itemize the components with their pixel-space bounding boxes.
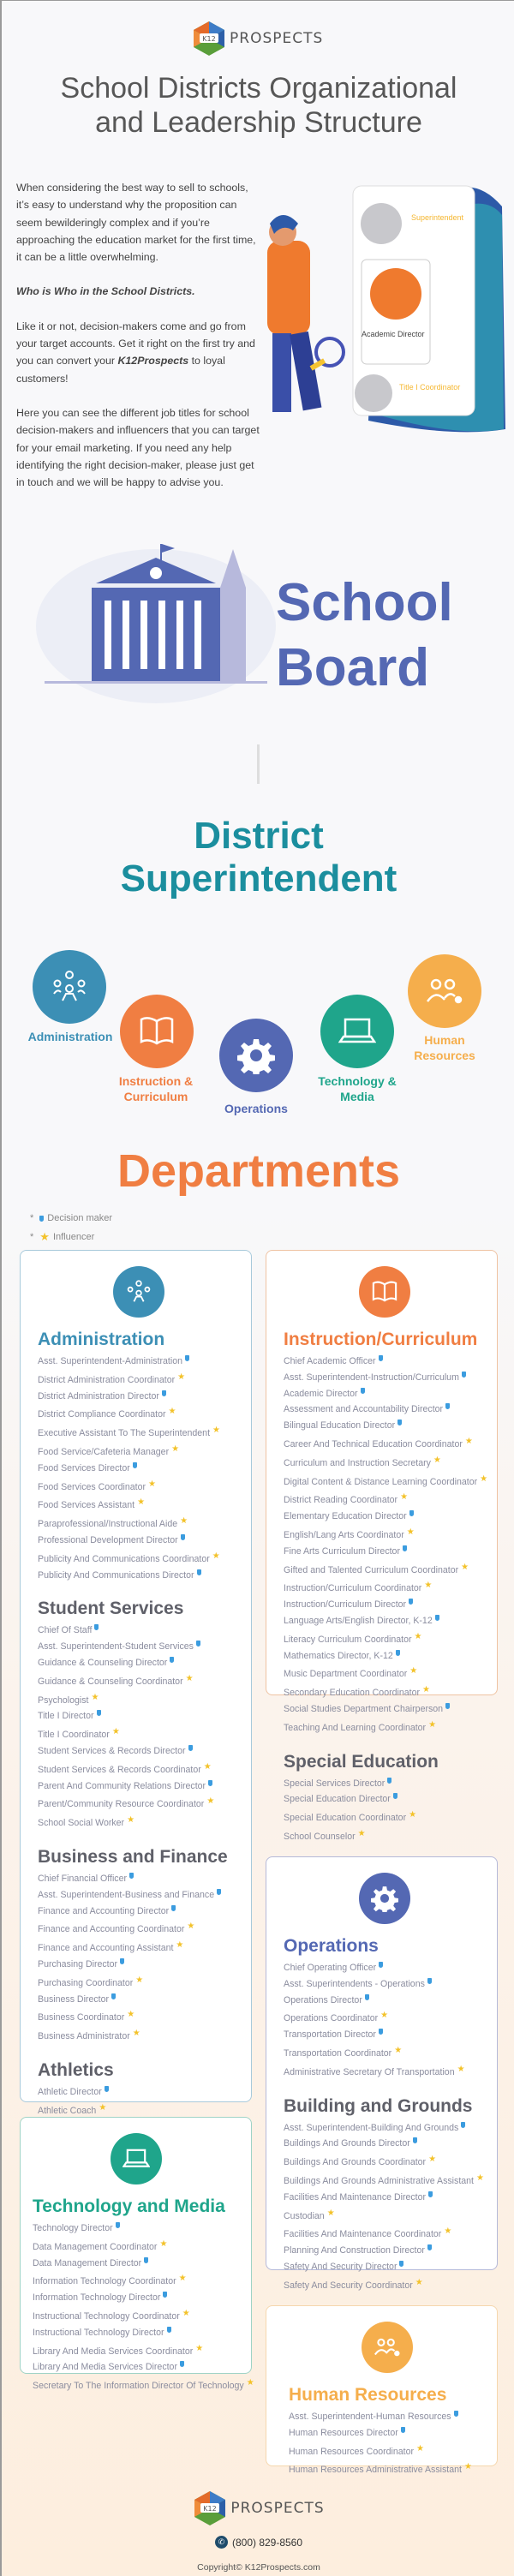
- school-building-icon: [27, 532, 284, 703]
- star-icon: ★: [195, 2343, 204, 2353]
- job-title-item: Safety And Security Coordinator ★: [284, 2275, 485, 2294]
- job-title-item: Asst. Superintendent-Human Resources: [289, 2409, 485, 2425]
- star-icon: ★: [480, 1473, 488, 1484]
- job-title-item: Bilingual Education Director: [284, 1418, 485, 1434]
- people-gear-icon: [362, 2322, 413, 2373]
- job-title-item: District Administration Coordinator ★: [38, 1370, 239, 1389]
- decision-maker-icon: [197, 1569, 201, 1575]
- job-title-item: Executive Assistant To The Superintendent ★: [38, 1423, 239, 1442]
- star-icon: ★: [457, 2064, 465, 2074]
- page-title: School Districts Organizational and Leadership Structure: [60, 72, 457, 139]
- job-title-item: Finance and Accounting Coordinator ★: [38, 1919, 239, 1938]
- job-title-item: Technology Director: [33, 2220, 239, 2237]
- job-title-item: Student Services & Records Coordinator ★: [38, 1760, 239, 1778]
- job-title-item: Chief Operating Officer: [284, 1960, 485, 1976]
- footer: [2, 2489, 514, 2573]
- star-icon: ★: [424, 1581, 433, 1591]
- star-icon: ★: [91, 1692, 99, 1702]
- phone-link[interactable]: ✆ (800) 829-8560: [215, 2536, 302, 2549]
- job-title-item: Instructional Technology Coordinator ★: [33, 2306, 239, 2325]
- job-title-list: [284, 1960, 485, 2081]
- star-icon: ★: [178, 2274, 187, 2284]
- job-title-item: Library And Media Services Coordinator ★: [33, 2341, 239, 2360]
- job-title-item: Instructional Technology Director: [33, 2325, 239, 2341]
- job-title-item: Music Department Coordinator ★: [284, 1664, 485, 1682]
- job-title-item: Transportation Coordinator ★: [284, 2043, 485, 2062]
- job-title-item: Literacy Curriculum Coordinator ★: [284, 1629, 485, 1648]
- job-title-item: District Administration Director: [38, 1389, 239, 1405]
- gear-icon: [359, 1873, 410, 1924]
- legend-influencer: * ★ Influencer: [30, 1228, 112, 1246]
- decision-maker-icon: [428, 2191, 433, 2197]
- star-icon: ★: [394, 2045, 403, 2055]
- book-icon: [359, 1266, 410, 1318]
- job-title-list: [38, 1623, 239, 1832]
- job-title-item: Special Services Director: [284, 1776, 485, 1792]
- job-title-item: Food Services Director: [38, 1461, 239, 1477]
- card-instruction: [266, 1250, 498, 1842]
- decision-maker-icon: [365, 1994, 369, 2000]
- svg-text:Title I Coordinator: Title I Coordinator: [399, 383, 461, 391]
- administration-icon: [33, 950, 106, 1024]
- job-title-item: Information Technology Coordinator ★: [33, 2271, 239, 2290]
- card-title: Human Resources: [289, 2385, 447, 2405]
- job-title-item: School Social Worker ★: [38, 1813, 239, 1832]
- decision-maker-icon: [129, 1873, 134, 1879]
- decision-maker-icon: [401, 2427, 405, 2433]
- star-icon: ★: [400, 1492, 409, 1503]
- star-icon: ★: [428, 1719, 437, 1730]
- star-icon: ★: [433, 1455, 441, 1465]
- svg-text:K12: K12: [202, 35, 216, 43]
- job-title-item: Academic Director: [284, 1386, 485, 1402]
- job-title-item: Publicity And Communications Coordinator ★: [38, 1549, 239, 1568]
- star-icon: ★: [99, 2102, 107, 2113]
- job-title-item: District Compliance Coordinator ★: [38, 1404, 239, 1423]
- job-title-item: Human Resources Coordinator ★: [289, 2442, 485, 2460]
- phone-icon: ✆: [215, 2536, 228, 2549]
- decision-maker-icon: [105, 2086, 109, 2092]
- job-title-item: Career And Technical Education Coordinator ★: [284, 1434, 485, 1453]
- decision-maker-icon: [379, 1962, 383, 1968]
- job-title-item: Student Services & Records Director: [38, 1743, 239, 1760]
- job-title-item: Title I Director: [38, 1708, 239, 1724]
- job-title-item: Gifted and Talented Curriculum Coordinator ★: [284, 1560, 485, 1579]
- job-title-item: Human Resources Director: [289, 2425, 485, 2442]
- card-title: Instruction/Curriculum: [284, 1330, 478, 1349]
- job-title-item: Operations Director: [284, 1993, 485, 2009]
- job-title-item: Chief Financial Officer: [38, 1871, 239, 1887]
- decision-maker-icon: [196, 1641, 200, 1647]
- org-label-operations: Operations: [224, 1102, 288, 1115]
- star-icon: ★: [464, 1436, 473, 1446]
- star-icon: ★: [127, 1815, 135, 1826]
- decision-maker-icon: [188, 1745, 193, 1751]
- k12-hexagon-icon: [193, 2489, 227, 2527]
- star-icon: ★: [357, 1828, 366, 1838]
- job-title-item: Food Services Assistant ★: [38, 1495, 239, 1514]
- decision-maker-icon: [445, 1403, 450, 1409]
- job-title-item: Buildings And Grounds Director: [284, 2136, 485, 2152]
- star-icon: ★: [476, 2173, 484, 2183]
- job-title-list: [284, 1354, 488, 1736]
- decision-maker-icon: [393, 1793, 397, 1799]
- job-title-item: Social Studies Department Chairperson: [284, 1701, 485, 1718]
- star-icon: ★: [414, 1631, 422, 1641]
- district-superintendent-heading: District Superintendent: [120, 815, 397, 900]
- job-title-item: Fine Arts Curriculum Director: [284, 1544, 485, 1560]
- decision-maker-icon: [144, 2257, 148, 2263]
- star-icon: ★: [39, 1230, 50, 1243]
- job-title-item: Asst. Superintendent-Building And Grounds: [284, 2120, 485, 2137]
- section-title: Building and Grounds: [284, 2095, 473, 2116]
- job-title-list: [38, 2084, 239, 2119]
- svg-text:Superintendent: Superintendent: [411, 213, 464, 222]
- job-title-item: Administrative Secretary Of Transportation ★: [284, 2062, 485, 2081]
- job-title-item: Custodian ★: [284, 2206, 485, 2225]
- job-title-item: Assessment and Accountability Director: [284, 1402, 485, 1418]
- decision-maker-icon: [181, 1534, 185, 1540]
- job-title-item: Language Arts/English Director, K-12: [284, 1613, 485, 1629]
- job-title-item: Paraprofessional/Instructional Aide ★: [38, 1514, 239, 1533]
- job-title-item: Asst. Superintendents - Operations: [284, 1976, 485, 1993]
- section-title: Business and Finance: [38, 1846, 228, 1867]
- job-title-item: Finance and Accounting Director: [38, 1904, 239, 1920]
- administration-icon: [113, 1266, 164, 1318]
- job-title-item: Special Education Coordinator ★: [284, 1808, 485, 1826]
- star-icon: ★: [246, 2378, 254, 2388]
- section-title: Special Education: [284, 1751, 439, 1772]
- decision-maker-icon: [39, 1216, 44, 1222]
- job-title-list: [38, 1354, 239, 1583]
- job-title-item: Transportation Director: [284, 2027, 485, 2043]
- job-title-list: [289, 2409, 485, 2478]
- job-title-item: English/Lang Arts Coordinator ★: [284, 1525, 485, 1544]
- decision-maker-icon: [427, 1978, 432, 1984]
- svg-text:K12: K12: [203, 2505, 218, 2513]
- job-title-item: Business Administrator ★: [38, 2026, 239, 2045]
- decision-maker-icon: [116, 2222, 120, 2228]
- star-icon: ★: [177, 1372, 186, 1382]
- brand-logo: [192, 20, 323, 57]
- decision-maker-icon: [454, 2411, 458, 2417]
- job-title-item: Asst. Superintendent-Business and Finance: [38, 1887, 239, 1904]
- brand-name: PROSPECTS: [230, 30, 324, 47]
- job-title-item: Chief Of Staff: [38, 1623, 239, 1639]
- job-title-item: Athletic Coach ★: [38, 2101, 239, 2119]
- star-icon: ★: [182, 2308, 190, 2318]
- job-title-item: Chief Academic Officer: [284, 1354, 485, 1370]
- job-title-item: Curriculum and Instruction Secretary ★: [284, 1453, 485, 1472]
- star-icon: ★: [461, 1562, 469, 1572]
- org-label-technology: Technology & Media: [318, 1074, 397, 1103]
- decision-maker-icon: [167, 2327, 171, 2333]
- job-title-item: District Reading Coordinator ★: [284, 1490, 485, 1509]
- job-title-item: Food Services Coordinator ★: [38, 1477, 239, 1496]
- job-title-list: [33, 2220, 254, 2394]
- job-title-item: Publicity And Communications Director: [38, 1568, 239, 1584]
- card-title: Technology and Media: [33, 2196, 225, 2216]
- job-title-item: Title I Coordinator ★: [38, 1724, 239, 1743]
- star-icon: ★: [326, 2208, 335, 2218]
- org-label-instruction: Instruction & Curriculum: [118, 1074, 194, 1103]
- people-gear-icon: [408, 954, 481, 1028]
- job-title-item: Athletic Director: [38, 2084, 239, 2101]
- star-icon: ★: [176, 1940, 184, 1951]
- decision-maker-icon: [133, 1462, 137, 1468]
- decision-maker-icon: [180, 2361, 184, 2367]
- star-icon: ★: [206, 1796, 215, 1807]
- copyright: Copyright© K12Prospects.com: [197, 2562, 320, 2573]
- legend: [30, 1209, 112, 1246]
- job-title-item: Information Technology Director: [33, 2290, 239, 2306]
- job-title-item: School Counselor ★: [284, 1826, 485, 1845]
- intro-subheading: Who is Who in the School Districts.: [16, 285, 195, 298]
- star-icon: ★: [111, 1727, 120, 1737]
- job-title-item: Facilities And Maintenance Director: [284, 2190, 485, 2206]
- star-icon: ★: [409, 1810, 417, 1820]
- job-title-list: [284, 2120, 485, 2294]
- job-title-item: Business Coordinator ★: [38, 2007, 239, 2026]
- decision-maker-icon: [435, 1615, 439, 1621]
- job-title-item: Elementary Education Director: [284, 1509, 485, 1525]
- illustration-man-with-magnifier: [231, 181, 514, 438]
- decision-maker-icon: [111, 1993, 116, 1999]
- legend-decision-maker: * Decision maker: [30, 1213, 113, 1223]
- job-title-item: Professional Development Director: [38, 1533, 239, 1549]
- card-title: Administration: [38, 1330, 165, 1349]
- star-icon: ★: [159, 2238, 168, 2249]
- card-operations: [266, 1856, 498, 2291]
- job-title-item: Guidance & Counseling Coordinator ★: [38, 1671, 239, 1690]
- intro-paragraph-3: Like it or not, decision-makers come and go from your target accounts. Get it right on the first try and you can convert your K12Prospects to loyal customers!: [16, 320, 255, 385]
- star-icon: ★: [168, 1407, 176, 1417]
- book-icon: [120, 995, 194, 1068]
- star-icon: ★: [137, 1497, 146, 1508]
- decision-maker-icon: [461, 2122, 465, 2128]
- gear-icon: [219, 1019, 293, 1092]
- star-icon: ★: [428, 2155, 437, 2165]
- decision-maker-icon: [162, 1390, 166, 1396]
- decision-maker-icon: [171, 1905, 176, 1911]
- job-title-item: Special Education Director: [284, 1791, 485, 1808]
- decision-maker-icon: [185, 1355, 189, 1361]
- job-title-item: Library And Media Services Director: [33, 2359, 239, 2376]
- org-label-administration: Administration: [27, 1030, 113, 1043]
- decision-maker-icon: [387, 1778, 391, 1784]
- star-icon: ★: [212, 1425, 220, 1436]
- decision-maker-icon: [403, 1545, 407, 1551]
- decision-maker-icon: [427, 2244, 432, 2250]
- intro-paragraph-4: Here you can see the different job titles for school decision-makers and influencers that you can target for your email marketing. If you need any help identifying the right decision-maker, please just get in touch and we will be happy to advise you.: [16, 406, 260, 489]
- connector-line: [257, 744, 260, 784]
- star-icon: ★: [380, 2011, 389, 2021]
- decision-maker-icon: [379, 2029, 383, 2035]
- job-title-item: Safety And Security Director: [284, 2259, 485, 2275]
- decision-maker-icon: [97, 1710, 101, 1716]
- job-title-item: Facilities And Maintenance Coordinator ★: [284, 2224, 485, 2243]
- job-title-item: Secondary Education Coordinator ★: [284, 1682, 485, 1701]
- decision-maker-icon: [208, 1780, 212, 1786]
- section-title: Student Services: [38, 1599, 184, 1619]
- job-title-item: Finance and Accounting Assistant ★: [38, 1938, 239, 1957]
- decision-maker-icon: [217, 1889, 221, 1895]
- decision-maker-icon: [462, 1372, 466, 1378]
- svg-text:Academic Director: Academic Director: [362, 330, 425, 338]
- job-title-item: Data Management Director: [33, 2256, 239, 2272]
- job-title-item: Asst. Superintendent-Student Services: [38, 1639, 239, 1655]
- star-icon: ★: [415, 2277, 423, 2287]
- section-title: Athletics: [38, 2059, 114, 2080]
- laptop-icon: [111, 2133, 162, 2185]
- school-board-heading: School Board: [276, 573, 453, 697]
- job-title-item: Planning And Construction Director: [284, 2243, 485, 2259]
- decision-maker-icon: [170, 1657, 174, 1663]
- job-title-item: Operations Coordinator ★: [284, 2008, 485, 2027]
- star-icon: ★: [422, 1685, 430, 1695]
- decision-maker-icon: [399, 2261, 403, 2267]
- job-title-item: Parent/Community Resource Coordinator ★: [38, 1794, 239, 1813]
- job-title-list: [284, 1776, 485, 1845]
- decision-maker-icon: [413, 2137, 417, 2143]
- intro-text: [16, 179, 260, 508]
- star-icon: ★: [212, 1551, 220, 1561]
- decision-maker-icon: [94, 1624, 99, 1630]
- star-icon: ★: [187, 1922, 195, 1932]
- job-title-item: Human Resources Administrative Assistant ★: [289, 2459, 485, 2478]
- star-icon: ★: [135, 1975, 144, 1985]
- job-title-item: Buildings And Grounds Coordinator ★: [284, 2152, 485, 2171]
- footer-brand-logo: K12 PROSPECTS: [193, 2489, 324, 2527]
- job-title-item: Digital Content & Distance Learning Coordinator ★: [284, 1472, 485, 1491]
- star-icon: ★: [409, 1666, 418, 1676]
- job-title-item: Instruction/Curriculum Director: [284, 1597, 485, 1613]
- job-title-item: Guidance & Counseling Director: [38, 1655, 239, 1671]
- star-icon: ★: [185, 1673, 194, 1683]
- decision-maker-icon: [409, 1510, 414, 1516]
- card-administration: [20, 1250, 252, 2116]
- star-icon: ★: [127, 2010, 135, 2020]
- job-title-item: Business Director: [38, 1992, 239, 2008]
- job-title-item: Instruction/Curriculum Coordinator ★: [284, 1578, 485, 1597]
- job-title-item: Purchasing Director: [38, 1957, 239, 1973]
- job-title-item: Food Service/Cafeteria Manager ★: [38, 1442, 239, 1461]
- job-title-item: Parent And Community Relations Director: [38, 1778, 239, 1795]
- k12-hexagon-icon: [192, 20, 226, 57]
- star-icon: ★: [171, 1443, 180, 1454]
- star-icon: ★: [444, 2226, 452, 2237]
- star-icon: ★: [180, 1516, 188, 1527]
- decision-maker-icon: [163, 2292, 167, 2298]
- job-title-list: [38, 1871, 239, 2045]
- star-icon: ★: [132, 2029, 140, 2039]
- star-icon: ★: [463, 2462, 472, 2472]
- job-title-item: Secretary To The Information Director Of Technology ★: [33, 2376, 239, 2394]
- card-technology: [20, 2117, 254, 2392]
- decision-maker-icon: [409, 1599, 413, 1605]
- job-title-item: Mathematics Director, K-12: [284, 1648, 485, 1665]
- decision-maker-icon: [397, 1419, 402, 1425]
- card-human-resources: [266, 2305, 498, 2476]
- job-title-item: Purchasing Coordinator ★: [38, 1973, 239, 1992]
- job-title-item: Teaching And Learning Coordinator ★: [284, 1718, 485, 1736]
- laptop-icon: [320, 995, 394, 1068]
- decision-maker-icon: [396, 1650, 400, 1656]
- intro-paragraph-1: When considering the best way to sell to schools, it’s easy to understand why the proposition can seem bewilderingly complex and if you’re approaching the education market for the first time, it can be a little overwhelming.: [16, 182, 256, 264]
- star-icon: ★: [416, 2443, 424, 2453]
- org-label-human-resources: Human Resources: [414, 1033, 475, 1062]
- decision-maker-icon: [445, 1703, 450, 1709]
- job-title-item: Psychologist ★: [38, 1690, 239, 1709]
- decision-maker-icon: [379, 1355, 383, 1361]
- star-icon: ★: [148, 1479, 156, 1489]
- job-title-item: Asst. Superintendent-Instruction/Curriculum: [284, 1370, 485, 1386]
- job-title-item: Data Management Coordinator ★: [33, 2237, 239, 2256]
- card-title: Operations: [284, 1936, 379, 1956]
- decision-maker-icon: [361, 1388, 365, 1394]
- job-title-item: Asst. Superintendent-Administration: [38, 1354, 239, 1370]
- star-icon: ★: [406, 1527, 415, 1537]
- decision-maker-icon: [120, 1958, 124, 1964]
- star-icon: ★: [203, 1761, 212, 1772]
- job-title-item: Buildings And Grounds Administrative Assistant ★: [284, 2171, 485, 2190]
- departments-heading: Departments: [117, 1145, 401, 1197]
